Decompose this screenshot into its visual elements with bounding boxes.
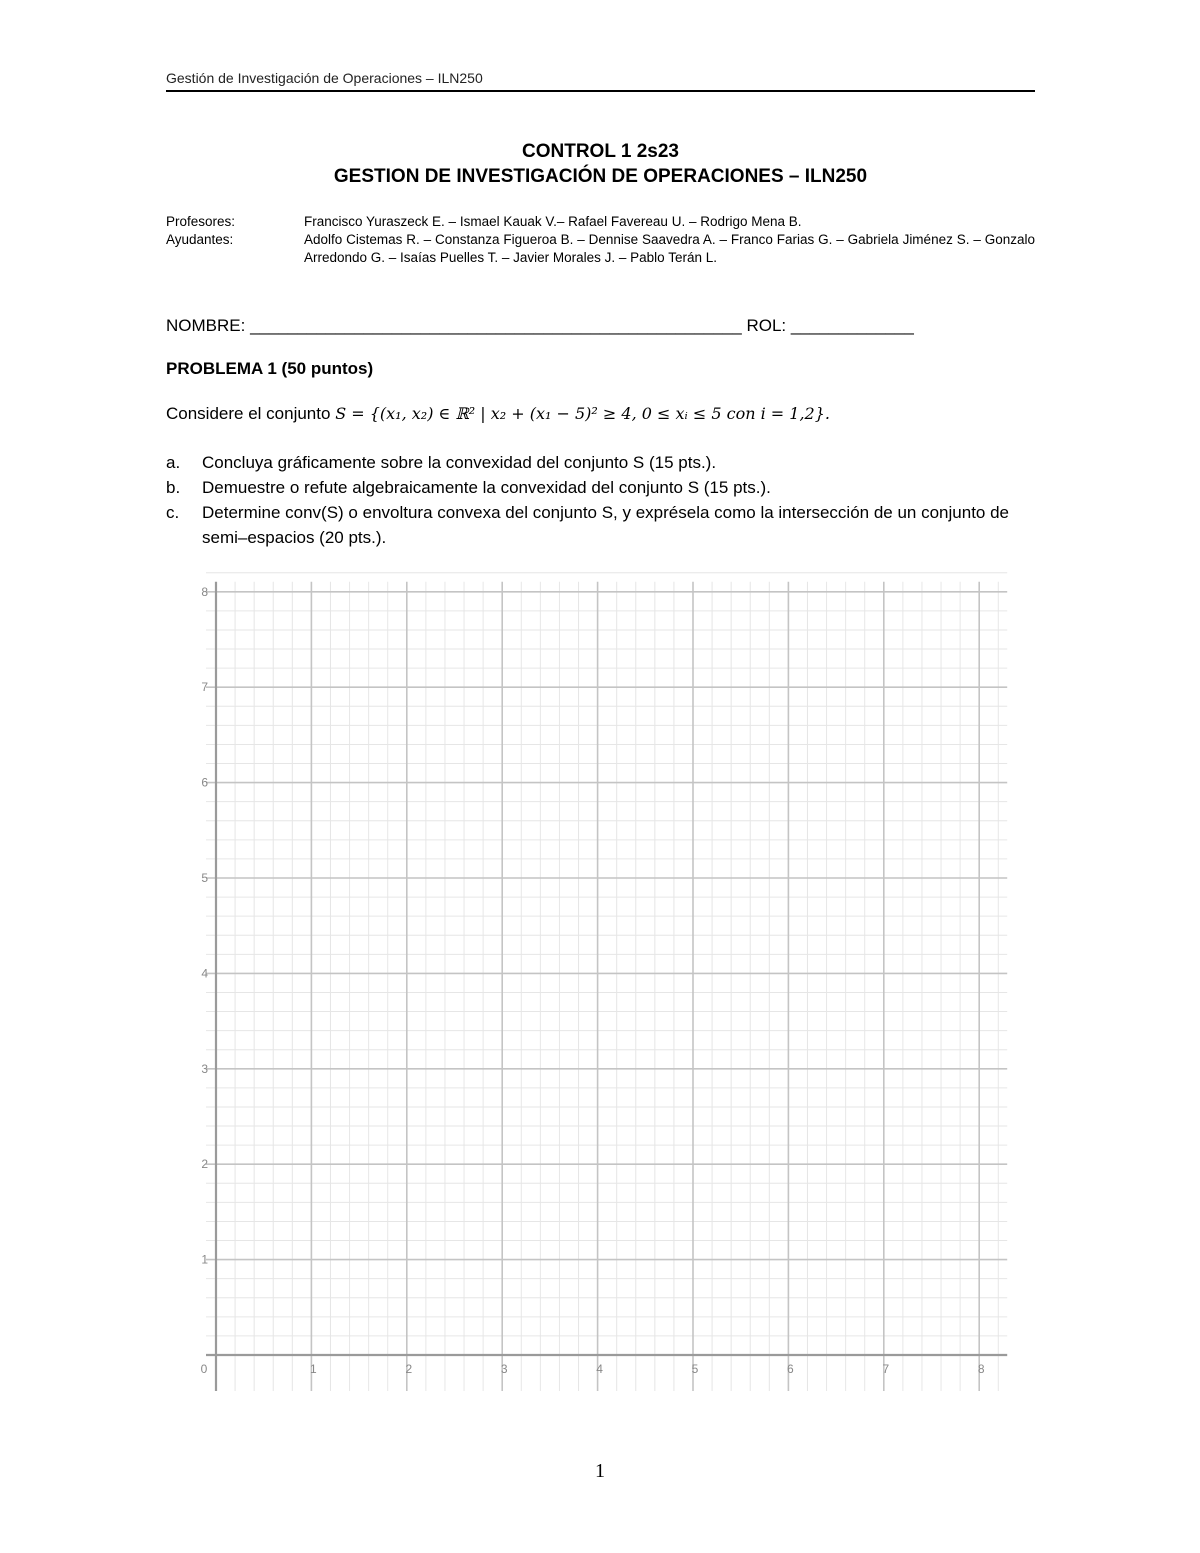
running-header: Gestión de Investigación de Operaciones – ILN250 xyxy=(166,70,483,86)
course-title: GESTION DE INVESTIGACIÓN DE OPERACIONES – ILN250 xyxy=(333,166,868,187)
rol-label: ROL: xyxy=(746,316,787,335)
set-definition: S = {(x₁, x₂) ∈ ℝ² | x₂ + (x₁ − 5)² ≥ 4, 0 ≤ xᵢ ≤ 5 con i = 1,2}. xyxy=(335,404,830,423)
y-tick-label: 3 xyxy=(201,1061,208,1076)
x-tick-label: 2 xyxy=(405,1362,413,1376)
item-marker: b. xyxy=(166,478,181,497)
header-rule xyxy=(166,90,1035,92)
x-tick-label: 6 xyxy=(787,1362,794,1376)
student-info-line xyxy=(166,316,914,336)
nombre-field[interactable]: ____________________________________________________ xyxy=(250,316,742,335)
ayudantes-label: Ayudantes: xyxy=(166,232,234,247)
y-tick-label: 5 xyxy=(201,871,208,885)
page-number: 1 xyxy=(595,1460,605,1482)
y-tick-label: 6 xyxy=(201,775,208,790)
exam-title: CONTROL 1 2s23 xyxy=(522,141,679,162)
x-tick-label: 4 xyxy=(596,1362,603,1376)
rol-field[interactable]: _____________ xyxy=(790,316,914,335)
problem-item-b xyxy=(166,475,1035,500)
major-grid-lines xyxy=(206,582,1007,1391)
y-tick-label: 7 xyxy=(201,680,208,695)
item-text: Demuestre o refute algebraicamente la convexidad del conjunto S (15 pts.). xyxy=(202,478,771,497)
problem-item-a xyxy=(166,450,1035,475)
problem-statement xyxy=(166,404,830,424)
nombre-label: NOMBRE: xyxy=(166,316,246,335)
tick-labels xyxy=(201,585,985,1376)
y-tick-label: 8 xyxy=(201,584,208,599)
ayudantes-names: Adolfo Cistemas R. – Constanza Figueroa B. – Dennise Saavedra A. – Franco Farias G. – Gabriela Jiménez S. – Gonzalo Arredondo G. – Isaías Puelles T. – Javier Morales J. – Pablo Terán L. xyxy=(304,232,1035,265)
y-tick-label: 1 xyxy=(201,1252,208,1267)
profesores-names: Francisco Yuraszeck E. – Ismael Kauak V.– Rafael Favereau U. – Rodrigo Mena B. xyxy=(304,214,802,229)
x-tick-label: 7 xyxy=(882,1362,890,1376)
item-text: Concluya gráficamente sobre la convexidad del conjunto S (15 pts.). xyxy=(202,453,717,472)
problem-items xyxy=(166,450,1035,550)
statement-prefix: Considere el conjunto xyxy=(166,404,331,423)
graph-grid[interactable] xyxy=(180,570,1020,1400)
x-tick-label: 0 xyxy=(200,1362,208,1376)
item-marker: c. xyxy=(166,503,180,522)
x-tick-label: 3 xyxy=(500,1362,508,1376)
x-tick-label: 1 xyxy=(310,1362,317,1376)
problem-heading: PROBLEMA 1 (50 puntos) xyxy=(166,359,374,378)
item-marker: a. xyxy=(166,453,181,472)
y-tick-label: 4 xyxy=(201,966,208,981)
problem-item-c xyxy=(166,500,1035,550)
x-tick-label: 5 xyxy=(691,1362,699,1376)
minor-grid-lines xyxy=(206,573,1007,1391)
profesores-label: Profesores: xyxy=(166,214,236,229)
y-tick-label: 2 xyxy=(201,1157,208,1172)
axes xyxy=(206,582,1007,1391)
x-tick-label: 8 xyxy=(977,1362,985,1376)
item-text: Determine conv(S) o envoltura convexa del conjunto S, y exprésela como la intersección de un conjunto de semi–espacios (20 pts.). xyxy=(202,503,1010,547)
